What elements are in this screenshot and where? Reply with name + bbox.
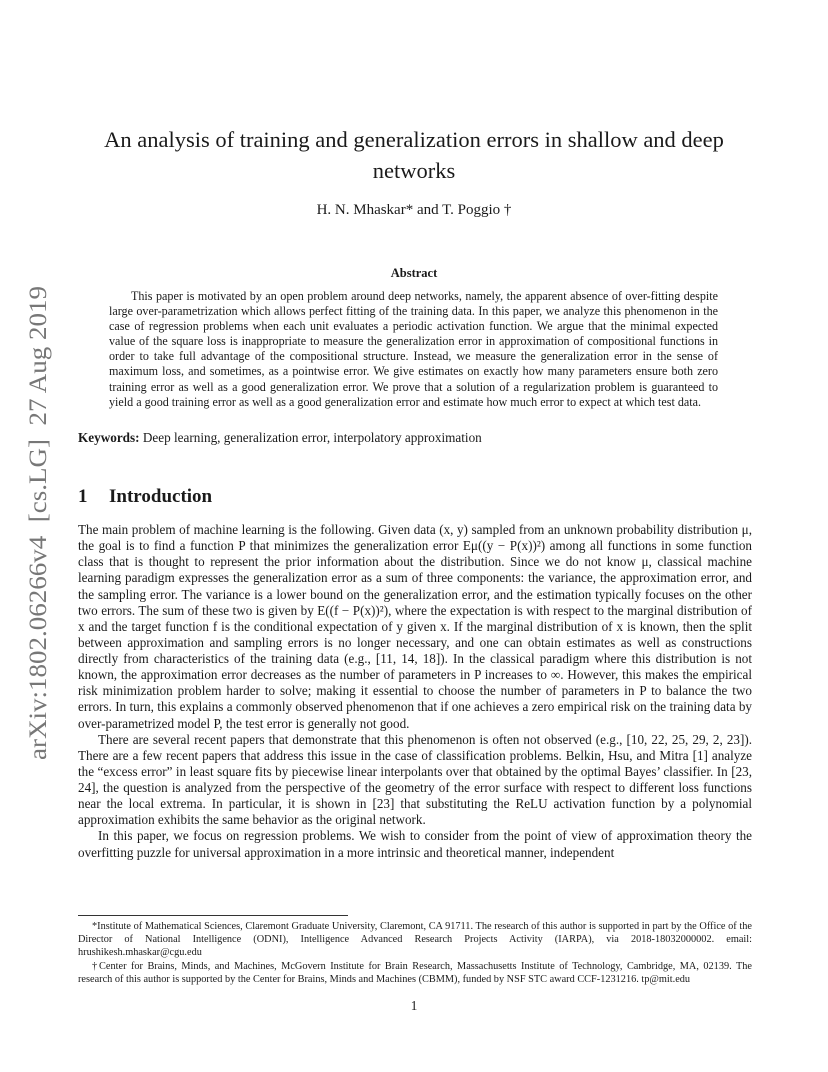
paper-title: An analysis of training and generalization errors in shallow and deep networks (104, 127, 724, 183)
section-heading (78, 486, 212, 508)
paper-authors: H. N. Mhaskar* and T. Poggio † (316, 202, 512, 218)
page-number: 1 (410, 998, 418, 1013)
abstract-text: This paper is motivated by an open problem around deep networks, namely, the apparent absence of over-fitting despite large over-parametrization which allows perfect fitting of the training data. In this paper, we analyze this phenomenon in the case of regression problems when each unit evaluates a periodic activation function. We argue that the minimal expected value of the square loss is inappropriate to measure the generalization error in approximation of compositional functions in order to take full advantage of the compositional structure. Instead, we measure the generalization error in the sense of maximum loss, and sometimes, as a pointwise error. We give estimates on exactly how many parameters ensure both zero training error as well as a good generalization error. We prove that a solution of a regularization problem is guaranteed to yield a good training error as well as a good generalization error and estimate how much error to expect at which test data. (109, 289, 718, 409)
section-title: Introduction (109, 486, 213, 507)
abstract-heading: Abstract (390, 266, 438, 280)
footnotes (78, 920, 752, 986)
footnote: †Center for Brains, Minds, and Machines, McGovern Institute for Brain Research, Massachusetts Institute of Technology, Cambridge, MA, 02139. The research of this author is supported by the Center for Brains, Minds and Machines (CBMM), funded by NSF STC award CCF-1231216. tp@mit.edu (78, 960, 752, 985)
paragraph: The main problem of machine learning is the following. Given data (x, y) sampled from an unknown probability distribution μ, the goal is to find a function P that minimizes the generalization error Eμ((y − P(x))²) among all functions in some function class that is thought to represent the prior information about the distribution. Since we do not know μ, classical machine learning paradigm expresses the generalization error as a sum of three components: the variance, the approximation error, and the sampling error. The variance is a lower bound on the generalization error, and the estimation typically focuses on the other two errors. The sum of these two is given by E((f − P(x))²), where the expectation is with respect to the marginal distribution of x and the target function f is the conditional expectation of y given x. If the marginal distribution of x is known, then the split between approximation and sampling errors is no longer necessary, and one can obtain estimates as well as constructions directly from characteristics of the training data (e.g., [11, 14, 18]). In the classical paradigm where this distribution is not known, the approximation error decreases as the number of parameters in P increases to ∞. However, this makes the empirical risk minimization problem harder to solve; making it essential to choose the number of parameters in P to balance the two errors. In turn, this explains a commonly observed phenomenon that if one achieves a zero empirical risk on the training data by over-parametrized model P, the test error is generally not good. (78, 522, 752, 731)
keywords-text: Deep learning, generalization error, interpolatory approximation (142, 430, 482, 445)
paragraph: In this paper, we focus on regression problems. We wish to consider from the point of view of approximation theory the overfitting puzzle for universal approximation in a more intrinsic and theoretical manner, independent (78, 828, 752, 860)
footnote-rule (78, 915, 348, 916)
paragraph: There are several recent papers that demonstrate that this phenomenon is often not observed (e.g., [10, 22, 25, 29, 2, 23]). There are a few recent papers that address this issue in the case of classification problems. Belkin, Hsu, and Mitra [1] analyze the “excess error” in least square fits by piecewise linear interpolants over that obtained by the optimal Bayes’ classifier. In [23, 24], the question is analyzed from the perspective of the geometry of the error surface with respect to different loss functions near the local extrema. In particular, it is shown in [23] that substituting the ReLU activation function by a polynomial approximation exhibits the same behavior as the original network. (78, 731, 752, 828)
keywords-label: Keywords: (78, 430, 140, 445)
footnote: *Institute of Mathematical Sciences, Claremont Graduate University, Claremont, CA 91711. The research of this author is supported in part by the Office of the Director of National Intelligence (ODNI), Intelligence Advanced Research Projects Activity (IARPA), via 2018-18032000002. email: hrushikesh.mhaskar@cgu.edu (78, 921, 752, 959)
body-text (78, 522, 752, 861)
arxiv-stamp-text: arXiv:1802.06266v4 [cs.LG] 27 Aug 2019 (23, 312, 52, 760)
keywords (78, 430, 750, 446)
arxiv-stamp (2, 282, 58, 762)
section-number: 1 (78, 486, 88, 507)
